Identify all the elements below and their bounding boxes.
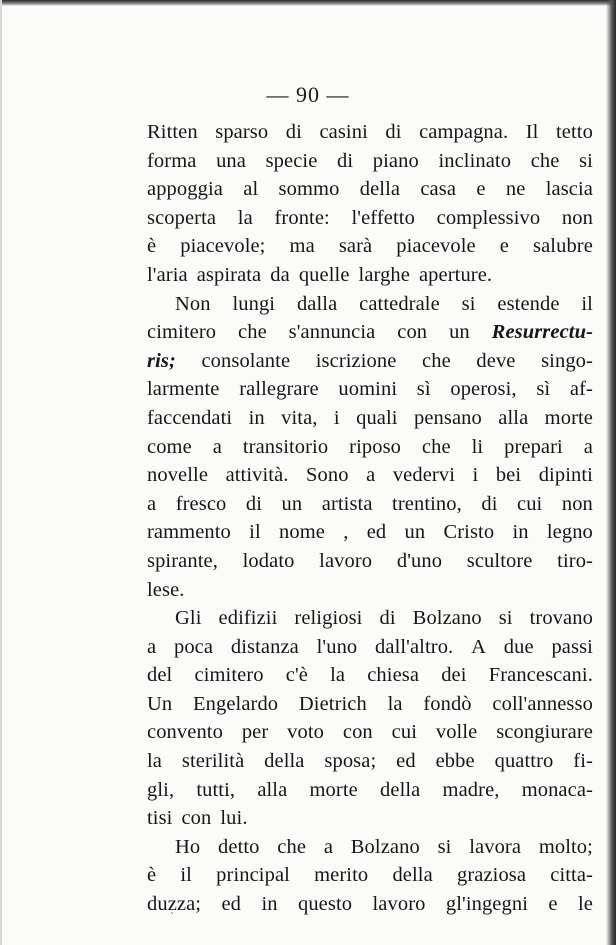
word: di xyxy=(337,149,354,172)
word: lui. xyxy=(220,807,248,830)
word: trentino, xyxy=(392,492,462,515)
word: quali xyxy=(356,406,398,429)
word: sì xyxy=(416,378,431,401)
word: piacevole xyxy=(396,235,476,258)
word: il xyxy=(249,521,261,544)
word: gl'ingegni xyxy=(445,893,529,916)
word: piano xyxy=(372,149,419,172)
word: campagna. xyxy=(419,121,509,143)
text-line xyxy=(147,604,593,633)
page-left-edge xyxy=(0,0,2,945)
word: i xyxy=(333,406,340,429)
word: s'annuncia xyxy=(288,321,376,344)
word: ma xyxy=(289,235,315,258)
text-line xyxy=(147,690,593,719)
word: a xyxy=(147,635,157,658)
word: fondò xyxy=(423,692,472,715)
word: Gli xyxy=(175,607,202,630)
word: è xyxy=(147,864,157,887)
word: attività. xyxy=(225,464,289,487)
word: scongiurare xyxy=(496,721,593,744)
text-line xyxy=(147,518,593,547)
text-line xyxy=(147,804,593,833)
word: le xyxy=(578,893,593,916)
word: graziosa xyxy=(456,864,527,887)
word: sì xyxy=(536,378,551,401)
word: deve xyxy=(476,349,516,372)
word: Dietrich xyxy=(298,692,367,715)
text-line xyxy=(147,118,593,147)
word: non xyxy=(561,492,593,515)
word: con xyxy=(181,807,212,830)
word: rammento xyxy=(147,521,231,544)
word: dalla xyxy=(296,292,338,315)
word: aperture. xyxy=(418,263,493,286)
word: ed xyxy=(366,521,387,544)
word: ebbe xyxy=(435,750,475,773)
word: al xyxy=(243,178,259,201)
word: larghe xyxy=(358,263,410,286)
word: l'uno xyxy=(316,635,358,658)
word: sommo xyxy=(278,178,340,201)
word: rallegrare xyxy=(239,378,319,401)
word: del xyxy=(147,664,173,687)
word: scultore xyxy=(466,549,533,572)
text-line xyxy=(147,290,593,319)
word: citta- xyxy=(550,864,593,887)
word: di xyxy=(385,121,402,143)
word: con xyxy=(397,321,428,344)
text-line xyxy=(147,404,593,433)
word: questo xyxy=(297,893,353,916)
text-line xyxy=(147,633,593,662)
text-line xyxy=(147,347,593,376)
word: tetto xyxy=(556,121,593,143)
word: pensano xyxy=(414,406,482,429)
word: il xyxy=(581,292,593,315)
word: e xyxy=(548,893,558,916)
word: Ho xyxy=(175,835,201,858)
text-line xyxy=(147,776,593,805)
word: passi xyxy=(551,635,593,658)
word: la xyxy=(330,664,346,687)
word: un xyxy=(281,492,303,515)
word: larmente xyxy=(147,378,220,401)
word: artista xyxy=(321,492,373,515)
word: merito xyxy=(314,864,369,887)
word: consolante xyxy=(201,349,291,372)
word: iscrizione xyxy=(315,349,397,372)
word: è xyxy=(147,235,157,258)
word: a xyxy=(583,435,593,458)
word: casa xyxy=(420,178,457,201)
word: d'uno xyxy=(396,549,443,572)
word: della xyxy=(359,178,401,201)
word: Francescani. xyxy=(488,664,593,687)
word: lascia xyxy=(545,178,593,201)
word: lese. xyxy=(147,578,185,601)
word: non xyxy=(561,206,593,229)
word: lavoro xyxy=(372,893,426,916)
word: tutti, xyxy=(196,778,236,801)
word: alla xyxy=(498,406,529,429)
word: cimitero xyxy=(194,664,264,687)
word: della xyxy=(392,864,433,887)
word: che xyxy=(238,321,267,344)
word: singo- xyxy=(541,349,593,372)
word: che xyxy=(530,149,560,172)
word: e xyxy=(476,178,486,201)
word: lodato xyxy=(242,549,295,572)
word: volle xyxy=(435,721,478,744)
word: edifizii xyxy=(218,607,278,630)
text-line xyxy=(147,232,593,261)
word: tiro- xyxy=(557,549,593,572)
word: Il xyxy=(525,121,539,143)
text-line xyxy=(147,433,593,462)
word: fresco xyxy=(175,492,227,515)
word: in xyxy=(248,406,265,429)
word: operosi, xyxy=(450,378,517,401)
word: cui xyxy=(391,721,417,744)
word: casini xyxy=(319,121,368,143)
word: molto; xyxy=(538,835,593,858)
text-line xyxy=(147,747,593,776)
word: legno xyxy=(546,521,593,544)
word: sterilità xyxy=(181,750,245,773)
word: salubre xyxy=(533,235,593,258)
word: lavora xyxy=(469,835,522,858)
word: convento xyxy=(147,721,223,744)
word: madre, xyxy=(442,778,500,801)
word: la xyxy=(387,692,403,715)
text-line xyxy=(147,547,593,576)
word: un xyxy=(404,521,426,544)
word: distanza xyxy=(230,635,299,658)
word: che xyxy=(277,835,307,858)
text-line xyxy=(147,318,593,347)
word: Engelardo xyxy=(193,692,279,715)
text-line xyxy=(147,175,593,204)
word: fronte: xyxy=(274,206,330,229)
word: di xyxy=(379,607,396,630)
word: monaca- xyxy=(521,778,593,801)
word: una xyxy=(216,149,246,172)
text-line xyxy=(147,490,593,519)
word: ris; xyxy=(147,349,176,372)
page-top-edge xyxy=(0,0,616,6)
word: li xyxy=(471,435,484,458)
word: dall'altro. xyxy=(375,635,454,658)
word: di xyxy=(245,492,263,515)
word: e xyxy=(499,235,509,258)
word: poca xyxy=(173,635,214,658)
word: Bolzano xyxy=(350,835,420,858)
word: c'è xyxy=(285,664,308,687)
word: vedervi xyxy=(392,464,455,487)
word: dei xyxy=(441,664,467,687)
word: che xyxy=(421,435,451,458)
word: vita, xyxy=(281,406,318,429)
word: il xyxy=(180,864,192,887)
word: religiosi xyxy=(294,607,363,630)
word: Cristo xyxy=(443,521,495,544)
word: spirante, xyxy=(147,549,218,572)
word: l'aria xyxy=(147,263,188,286)
word: per xyxy=(241,721,269,744)
word: due xyxy=(503,635,534,658)
word: quelle xyxy=(298,263,350,286)
text-line xyxy=(147,576,593,605)
word: lavoro xyxy=(319,549,373,572)
word: trovano xyxy=(529,607,593,630)
word: aspirata xyxy=(196,263,262,286)
word: a xyxy=(323,835,334,858)
word: con xyxy=(342,721,373,744)
word: sposa; xyxy=(324,750,377,773)
word: l'effetto xyxy=(351,206,415,229)
word: si xyxy=(579,149,593,172)
word: ed xyxy=(396,750,416,773)
word: si xyxy=(498,607,513,630)
word: principal xyxy=(216,864,290,887)
text-line xyxy=(147,861,593,890)
word: piacevole; xyxy=(180,235,266,258)
word: della xyxy=(264,750,305,773)
word: chiesa xyxy=(367,664,420,687)
body-text xyxy=(147,118,593,919)
word: duzza; xyxy=(147,893,202,916)
word: riposo xyxy=(349,435,401,458)
word: alla xyxy=(257,778,288,801)
word: scoperta xyxy=(147,206,217,229)
word: af- xyxy=(569,378,593,401)
word: appoggia xyxy=(147,178,223,201)
word: da xyxy=(270,263,290,286)
word: ed xyxy=(221,893,242,916)
word: bei xyxy=(495,464,522,487)
word: come xyxy=(147,435,192,458)
word: coll'annesso xyxy=(492,692,593,715)
word: a xyxy=(366,464,376,487)
text-line xyxy=(147,661,593,690)
word: a xyxy=(147,492,157,515)
word: fi- xyxy=(573,750,593,773)
word: quattro xyxy=(494,750,554,773)
word: Ritten xyxy=(147,121,198,143)
text-line xyxy=(147,375,593,404)
word: nome xyxy=(279,521,325,544)
word: inclinato xyxy=(438,149,512,172)
word: transitorio xyxy=(242,435,329,458)
word: forma xyxy=(147,149,197,172)
word: in xyxy=(261,893,278,916)
word: di xyxy=(285,121,302,143)
word: specie xyxy=(265,149,318,172)
word: la xyxy=(147,750,162,773)
word: in xyxy=(512,521,529,544)
word: cattedrale xyxy=(359,292,440,315)
word: dipinti xyxy=(538,464,593,487)
word: ne xyxy=(505,178,526,201)
text-line xyxy=(147,147,593,176)
stray-mark-icon: ` xyxy=(170,912,175,923)
word: complessivo xyxy=(436,206,541,229)
word: uomini xyxy=(338,378,398,401)
word: che xyxy=(422,349,451,372)
word: sparso xyxy=(215,121,269,143)
word: la xyxy=(237,206,253,229)
word: morte xyxy=(309,778,358,801)
word: voto xyxy=(287,721,325,744)
word: di xyxy=(481,492,498,515)
word: detto xyxy=(218,835,260,858)
word: della xyxy=(380,778,421,801)
word: lungi xyxy=(232,292,276,315)
word: prepari xyxy=(504,435,563,458)
text-line xyxy=(147,890,593,919)
word: a xyxy=(212,435,222,458)
word: novelle xyxy=(147,464,209,487)
word: un xyxy=(449,321,470,344)
word: Un xyxy=(147,692,173,715)
word: sarà xyxy=(338,235,373,258)
word: Sono xyxy=(306,464,349,487)
text-line xyxy=(147,204,593,233)
word: Resurrectu- xyxy=(491,321,593,344)
page-binding-edge xyxy=(606,0,616,945)
text-line xyxy=(147,461,593,490)
text-line xyxy=(147,261,593,290)
word: si xyxy=(437,835,452,858)
word: faccendati xyxy=(147,406,233,429)
text-line xyxy=(147,718,593,747)
text-line xyxy=(147,833,593,862)
word: gli, xyxy=(147,778,175,801)
word: Bolzano xyxy=(412,607,482,630)
word: estende xyxy=(497,292,560,315)
word: si xyxy=(461,292,476,315)
word: A xyxy=(471,635,486,658)
word: cimitero xyxy=(147,321,217,344)
word: cui xyxy=(517,492,543,515)
page-number: — 90 — xyxy=(266,82,350,107)
word: morte xyxy=(544,406,593,429)
word: tisi xyxy=(147,807,173,830)
word: , xyxy=(343,521,349,544)
word: Non xyxy=(175,292,211,315)
word: i xyxy=(472,464,479,487)
